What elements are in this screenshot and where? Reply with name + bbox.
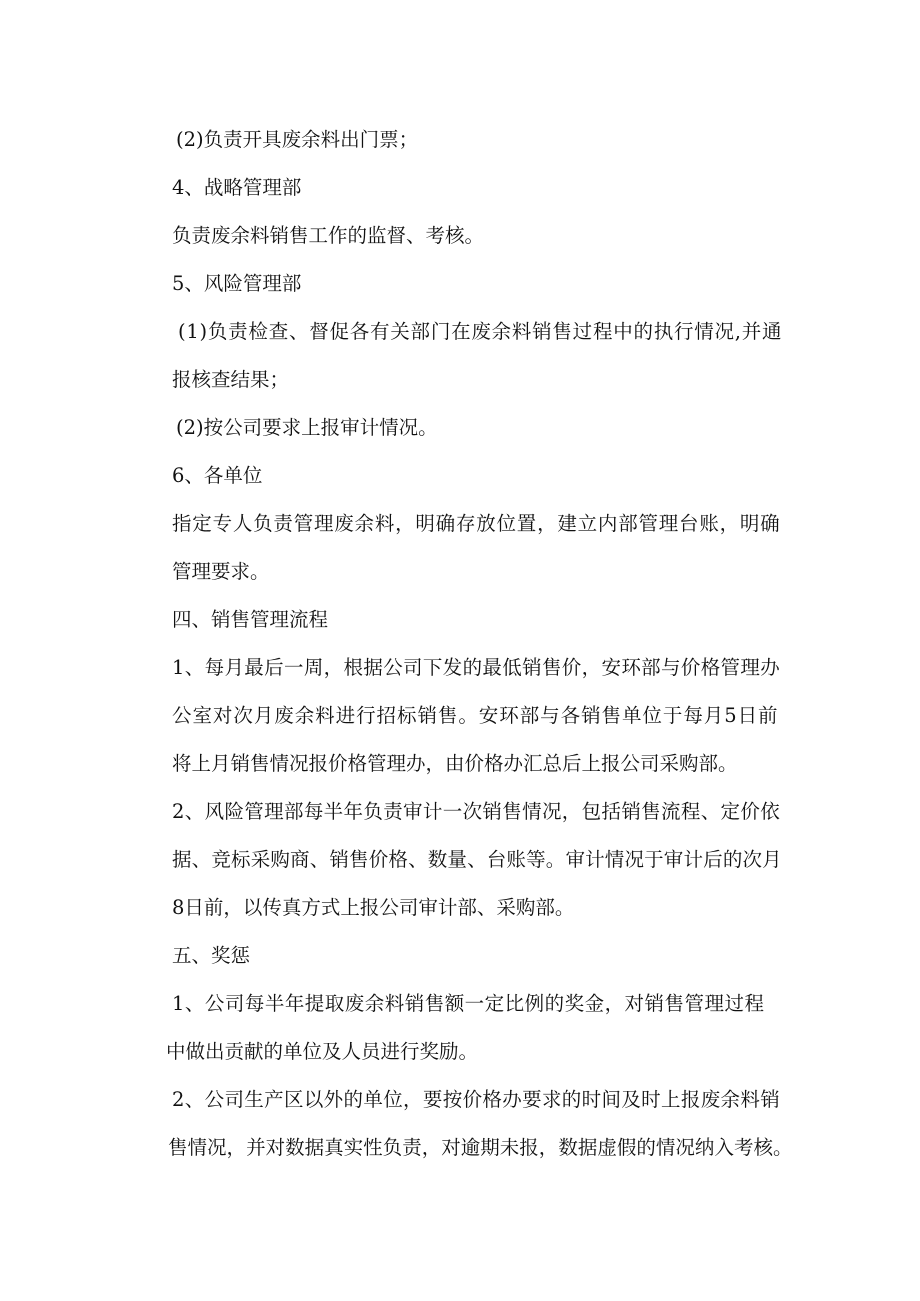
paragraph-line: 据 、 竞 标 采 购 商 、 销 售 价 格 、 数 量 、 台 账 等 。 审 计 情 况 于 审 计 后 的 次 月: [172, 848, 782, 871]
paragraph-line: 报核查结果；: [172, 368, 290, 391]
paragraph-line: 1 、 每 月 最 后 一 周 ， 根 据 公 司 下 发 的 最 低 销 售 价 ， 安 环 部 与 价 格 管 理 办: [172, 656, 780, 679]
paragraph-line: (2)负责开具废余料出门票；: [176, 128, 419, 151]
paragraph-line: 管理要求。: [172, 560, 270, 583]
section-heading: 4、战略管理部: [172, 176, 302, 199]
paragraph-line: 1 、 公 司 每 半 年 提 取 废 余 料 销 售 额 一 定 比 例 的 奖 金 ， 对 销 售 管 理 过 程: [172, 992, 764, 1015]
section-heading: 5、风险管理部: [172, 272, 302, 295]
section-heading: 四、销售管理流程: [172, 608, 329, 631]
paragraph-line: 中做出贡献的单位及人员进行奖励。: [166, 1040, 479, 1063]
section-heading: 6、各单位: [172, 464, 263, 487]
paragraph-line: ( 1 ) 负 责 检 查 、 督 促 各 有 关 部 门 在 废 余 料 销 售 过 程 中 的 执 行 情 况 , 并 通: [178, 320, 782, 343]
paragraph-line: 指 定 专 人 负 责 管 理 废 余 料 ， 明 确 存 放 位 置 ， 建 立 内 部 管 理 台 账 ， 明 确: [172, 512, 780, 535]
paragraph-line: 将上月销售情况报价格管理办，由价格办汇总后上报公司采购部。: [172, 752, 738, 775]
paragraph-line: 售 情 况 ， 并 对 数 据 真 实 性 负 责 ， 对 逾 期 未 报 ， 数 据 虚 假 的 情 况 纳 入 考 核 。: [168, 1136, 793, 1159]
paragraph-line: (2)按公司要求上报审计情况。: [176, 416, 438, 439]
paragraph-line: 2 、 风 险 管 理 部 每 半 年 负 责 审 计 一 次 销 售 情 况 ， 包 括 销 售 流 程 、 定 价 依: [172, 800, 780, 823]
paragraph-line: 公 室 对 次 月 废 余 料 进 行 招 标 销 售 。 安 环 部 与 各 销 售 单 位 于 每 月 5 日 前: [172, 704, 778, 727]
paragraph-line: 负责废余料销售工作的监督、考核。: [172, 224, 485, 247]
paragraph-line: 2 、 公 司 生 产 区 以 外 的 单 位 ， 要 按 价 格 办 要 求 的 时 间 及 时 上 报 废 余 料 销: [172, 1088, 780, 1111]
section-heading: 五、奖惩: [172, 944, 251, 967]
paragraph-line: 8日前，以传真方式上报公司审计部、采购部。: [172, 896, 575, 919]
